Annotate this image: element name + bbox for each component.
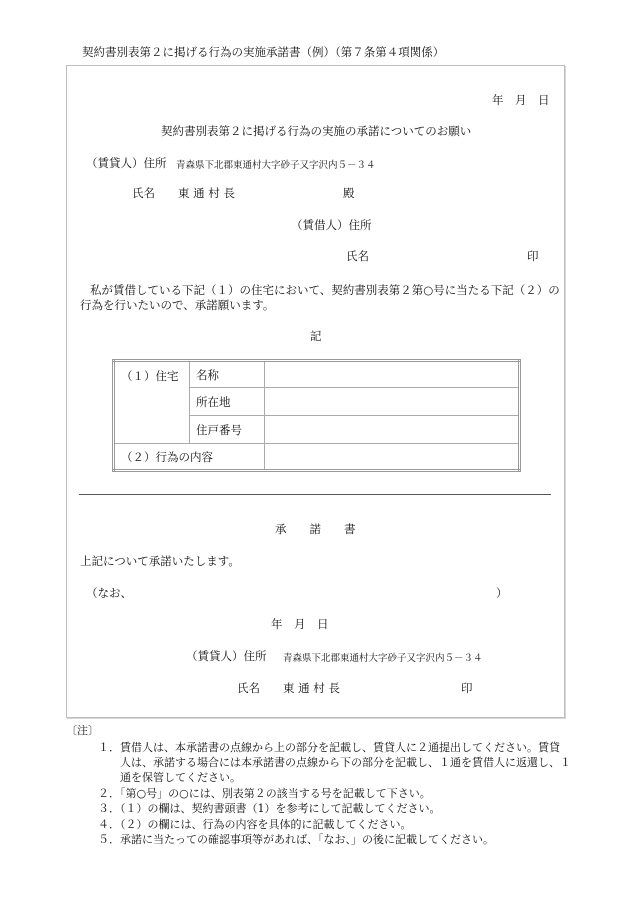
approval-note-close: ） [496, 586, 508, 600]
field-name-value[interactable] [265, 361, 520, 388]
notes-header: 〔注〕 [66, 724, 99, 737]
note-line: ４．（２）の欄には、行為の内容を具体的に記載してください。 [98, 818, 412, 831]
house-label-cell: （１）住宅 [114, 361, 190, 444]
action-content-value[interactable] [265, 444, 520, 471]
lessor-name: 東 通 村 長 [178, 186, 235, 200]
note-line: １．賃借人は、本承諾書の点線から上の部分を記載し、賃貸人に２通提出してください。賃貸 [98, 741, 560, 754]
request-heading: 契約書別表第２に掲げる行為の実施の承諾についてのお願い [161, 124, 472, 138]
lessor-address-label: （賃貸人）住所 [86, 156, 167, 170]
lessee-address-label: （賃借人）住所 [291, 218, 372, 232]
approval-seal: 印 [461, 681, 473, 695]
document-title: 契約書別表第２に掲げる行為の実施承諾書（例）（第７条第４項関係） [82, 45, 445, 59]
action-content-label: （２）行為の内容 [114, 444, 265, 471]
lessee-seal: 印 [527, 249, 539, 263]
note-line: ５．承諾に当たっての確認事項等があれば、「なお、」の後に記載してください。 [98, 833, 494, 846]
request-body-line2: 行為を行いたいので、承諾願います。 [80, 298, 275, 312]
note-line: ２．「第○号」の○には、別表第２の該当する号を記載して下さい。 [98, 787, 431, 800]
field-name-label: 名称 [190, 361, 265, 388]
house-info-table [112, 359, 521, 472]
field-address-value[interactable] [265, 388, 520, 416]
approval-date: 年 月 日 [271, 617, 329, 631]
note-line: 通を保管してください。 [120, 771, 241, 784]
section-separator [79, 494, 551, 495]
lessor-name-label: 氏名 [132, 186, 155, 200]
approval-heading: 承 諾 書 [275, 522, 356, 536]
note-line: ３．（１）の欄は、契約書頭書（1）を参考にして記載してください。 [98, 802, 441, 815]
lessee-name-label: 氏名 [346, 249, 369, 263]
approval-name-label: 氏名 [237, 681, 260, 695]
honorific: 殿 [343, 186, 355, 200]
request-date: 年 月 日 [492, 93, 550, 107]
approval-lessor-address: 青森県下北郡東通村大字砂子又字沢内５－３４ [283, 653, 483, 664]
field-unit-label: 住戸番号 [190, 416, 265, 444]
field-unit-value[interactable] [265, 416, 520, 444]
lessor-address: 青森県下北郡東通村大字砂子又字沢内５－３４ [176, 160, 376, 171]
field-address-label: 所在地 [190, 388, 265, 416]
request-body-line1: 私が賃借している下記（１）の住宅において、契約書別表第２第○号に当たる下記（２）の [90, 283, 560, 297]
approval-statement: 上記について承諾いたします。 [80, 554, 240, 568]
ki-label: 記 [310, 329, 322, 343]
approval-lessor-name: 東 通 村 長 [283, 681, 340, 695]
approval-lessor-label: （賃貸人）住所 [186, 649, 267, 663]
note-line: 人は、承諾する場合には本承諾書の点線から下の部分を記載し、１通を賃借人に返還し、１ [120, 756, 571, 769]
approval-note-open: （なお、 [86, 586, 132, 600]
